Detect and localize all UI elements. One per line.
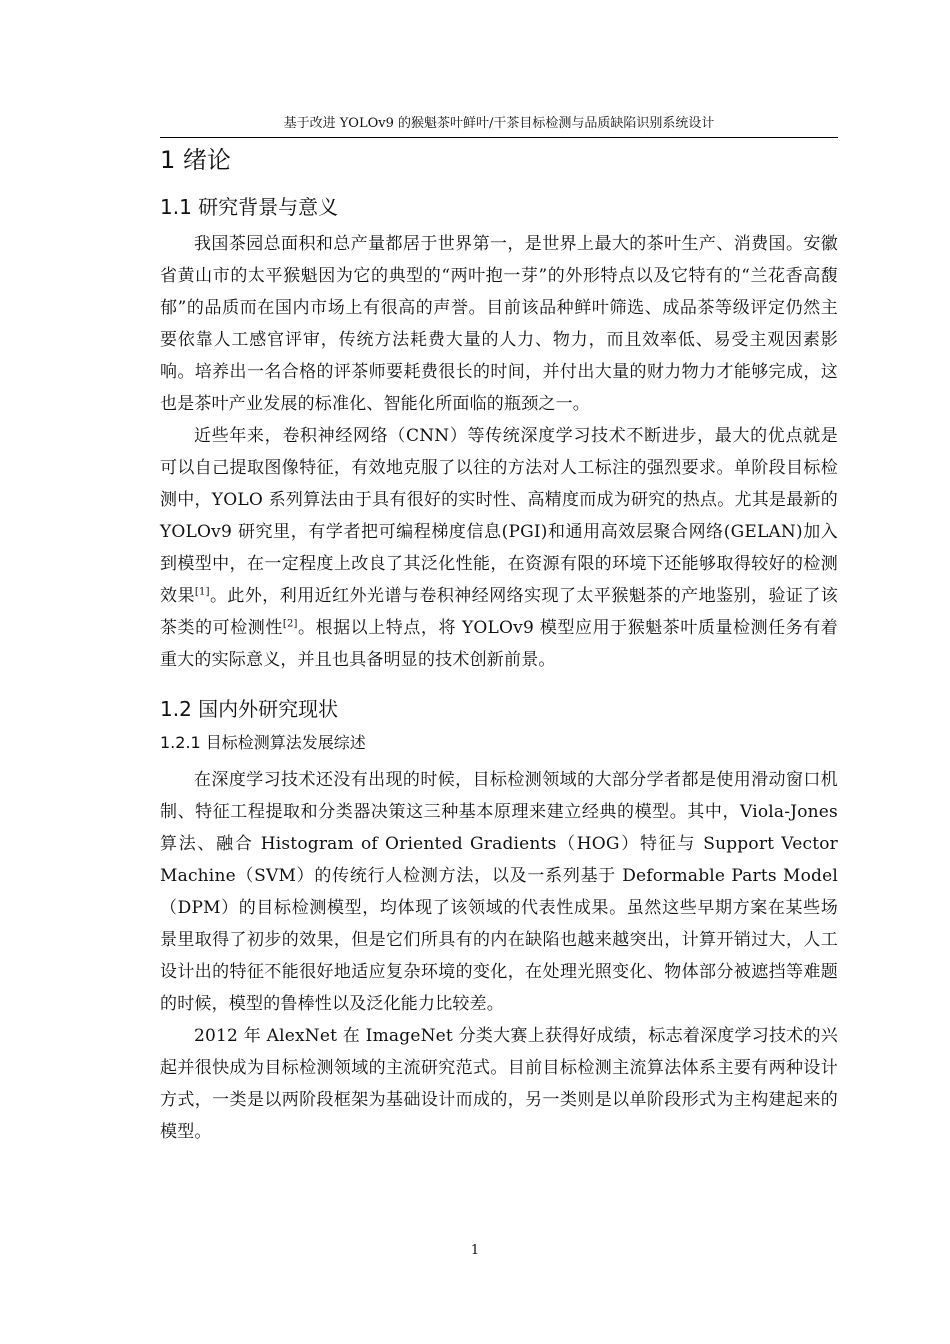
paragraph-traditional-methods: 在深度学习技术还没有出现的时候，目标检测领域的大部分学者都是使用滑动窗口机制、特征工程提取和分类器决策这三种基本原理来建立经典的模型。其中，Viola-Jones 算法、融合 Histogram of Oriented Gradients（HOG）特征与 Support Vector Machine（SVM）的传统行人检测方法，以及一系列基于 Deformable Parts Model（DPM）的目标检测模型，均体现了该领域的代表性成果。虽然这些早期方案在某些场景里取得了初步的效果，但是它们所具有的内在缺陷也越来越突出，计算开销过大，人工设计出的特征不能很好地适应复杂环境的变化，在处理光照变化、物体部分被遮挡等难题的时候，模型的鲁棒性以及泛化能力比较差。 — [160, 770, 838, 1014]
paragraph-text: 。根据以上特点，将 YOLOv9 模型应用于猴魁茶叶质量检测任务有着重大的实际意义，并且也具备明显的技术创新前景。 — [160, 618, 838, 670]
paragraph-text: 近些年来，卷积神经网络（CNN）等传统深度学习技术不断进步，最大的优点就是可以自己提取图像特征，有效地克服了以往的方法对人工标注的强烈要求。单阶段目标检测中，YOLO 系列算法由于具有很好的实时性、高精度而成为研究的热点。尤其是最新的 YOLOv9 研究里，有学者把可编程梯度信息(PGI)和通用高效层聚合网络(GELAN)加入到模型中，在一定程度上改良了其泛化性能，在资源有限的环境下还能够取得较好的检测效果 — [160, 426, 838, 606]
citation-1: [1] — [194, 586, 210, 598]
running-header: 基于改进 YOLOv9 的猴魁茶叶鲜叶/干茶目标检测与品质缺陷识别系统设计 — [283, 116, 715, 131]
subsection-title-1-2-1: 1.2.1 目标检测算法发展综述 — [160, 733, 366, 752]
section-title-1-2: 1.2 国内外研究现状 — [160, 697, 339, 721]
page-content — [160, 142, 838, 1148]
header-rule — [160, 137, 838, 138]
chapter-title: 1 绪论 — [160, 146, 231, 174]
page-number: 1 — [470, 1243, 480, 1258]
paragraph-alexnet: 2012 年 AlexNet 在 ImageNet 分类大赛上获得好成绩，标志着深度学习技术的兴起并很快成为目标检测领域的主流研究范式。目前目标检测主流算法体系主要有两种设计方式，一类是以两阶段框架为基础设计而成的，另一类则是以单阶段形式为主构建起来的模型。 — [160, 1026, 838, 1142]
citation-2: [2] — [282, 618, 298, 630]
paragraph-background: 我国茶园总面积和总产量都居于世界第一，是世界上最大的茶叶生产、消费国。安徽省黄山市的太平猴魁因为它的典型的“两叶抱一芽”的外形特点以及它特有的“兰花香高馥郁”的品质而在国内市场上有很高的声誉。目前该品种鲜叶筛选、成品茶等级评定仍然主要依靠人工感官评审，传统方法耗费大量的人力、物力，而且效率低、易受主观因素影响。培养出一名合格的评茶师要耗费很长的时间，并付出大量的财力物力才能够完成，这也是茶叶产业发展的标准化、智能化所面临的瓶颈之一。 — [160, 234, 838, 414]
paragraph-text: 。此外，利用近红外光谱与卷积神经网络实现了太平猴魁茶的产地鉴别，验证了该茶类的可检测性 — [160, 586, 839, 638]
paragraph-cnn-yolo — [160, 420, 838, 676]
section-title-1-1: 1.1 研究背景与意义 — [160, 195, 339, 219]
